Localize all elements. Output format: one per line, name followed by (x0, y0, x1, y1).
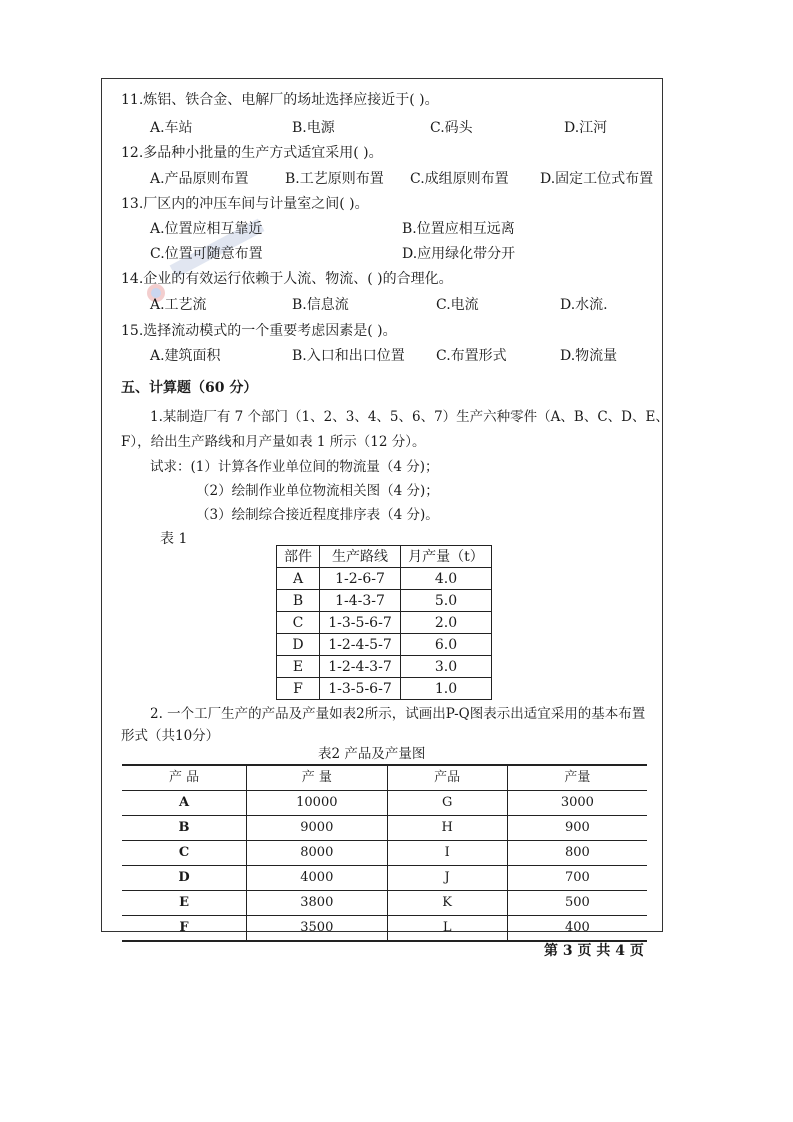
table-row (122, 916, 647, 942)
q15-option-b: B.入口和出口位置 (292, 348, 405, 364)
table1-cell: 1-2-6-7 (320, 568, 401, 590)
table1-header-row (277, 546, 492, 568)
table-row (277, 612, 492, 634)
table-2 (122, 764, 647, 942)
table1-cell: 6.0 (401, 634, 492, 656)
question-15-stem: 15.选择流动模式的一个重要考虑因素是( )。 (121, 323, 397, 339)
table2-cell: D (122, 866, 247, 891)
table2-cell: 8000 (247, 841, 387, 866)
table1-cell: B (277, 590, 320, 612)
q1-task-3: （3）绘制综合接近程度排序表（4 分)。 (196, 507, 439, 523)
table1-cell: A (277, 568, 320, 590)
table-row (122, 841, 647, 866)
table-1 (276, 545, 492, 700)
table1-header-route: 生产路线 (320, 546, 401, 568)
table1-cell: 1-3-5-6-7 (320, 612, 401, 634)
table2-cell: F (122, 916, 247, 942)
table1-cell: C (277, 612, 320, 634)
table2-cell: 4000 (247, 866, 387, 891)
table2-cell: K (387, 891, 507, 916)
q14-option-c: C.电流 (436, 297, 479, 313)
table2-cell: G (387, 791, 507, 816)
table-row (277, 634, 492, 656)
table2-header-output-2: 产量 (507, 765, 647, 791)
table2-cell: 3000 (507, 791, 647, 816)
q13-option-a: A.位置应相互靠近 (150, 221, 263, 237)
table-row (277, 568, 492, 590)
q11-option-a: A.车站 (150, 120, 193, 136)
table-row (122, 816, 647, 841)
table1-cell: D (277, 634, 320, 656)
table2-cell: J (387, 866, 507, 891)
table2-cell: 400 (507, 916, 647, 942)
table2-header-product-2: 产品 (387, 765, 507, 791)
q1-task-1: 试求：(1）计算各作业单位间的物流量（4 分)； (150, 459, 439, 475)
table2-cell: 3500 (247, 916, 387, 942)
q12-option-c: C.成组原则布置 (410, 171, 509, 187)
q2-text-line1: 2. 一个工厂生产的产品及产量如表2所示，试画出P-Q图表示出适宜采用的基本布置 (150, 706, 646, 722)
table1-cell: 1.0 (401, 678, 492, 700)
q1-text-line1: 1.某制造厂有 7 个部门（1、2、3、4、5、6、7）生产六种零件（A、B、C、D、E、 (150, 409, 669, 425)
q13-option-b: B.位置应相互远离 (402, 221, 515, 237)
table1-cell: 4.0 (401, 568, 492, 590)
table-row (277, 590, 492, 612)
q2-text-line2: 形式（共10分） (121, 728, 220, 744)
table-row (277, 656, 492, 678)
table2-cell: C (122, 841, 247, 866)
table2-cell: A (122, 791, 247, 816)
q1-task-2: （2）绘制作业单位物流相关图（4 分)； (196, 483, 439, 499)
question-13-stem: 13.厂区内的冲压车间与计量室之间( )。 (121, 196, 369, 212)
q13-option-c: C.位置可随意布置 (150, 246, 263, 262)
table2-cell: L (387, 916, 507, 942)
table2-header-output: 产 量 (247, 765, 387, 791)
table1-cell: 1-4-3-7 (320, 590, 401, 612)
table1-cell: 5.0 (401, 590, 492, 612)
q14-option-a: A.工艺流 (150, 297, 207, 313)
question-12-stem: 12.多品种小批量的生产方式适宜采用( )。 (121, 145, 383, 161)
q1-text-line2: F），给出生产路线和月产量如表 1 所示（12 分）。 (121, 434, 426, 450)
table1-cell: 1-2-4-5-7 (320, 634, 401, 656)
q11-option-d: D.江河 (564, 120, 608, 136)
table2-cell: 900 (507, 816, 647, 841)
table1-cell: F (277, 678, 320, 700)
table2-cell: E (122, 891, 247, 916)
q13-option-d: D.应用绿化带分开 (402, 246, 516, 262)
table1-header-part: 部件 (277, 546, 320, 568)
table2-cell: H (387, 816, 507, 841)
table1-cell: 1-2-4-3-7 (320, 656, 401, 678)
table1-cell: 3.0 (401, 656, 492, 678)
table-row (122, 791, 647, 816)
table2-cell: 10000 (247, 791, 387, 816)
q14-option-d: D.水流. (560, 297, 608, 313)
table2-cell: 3800 (247, 891, 387, 916)
table2-header-product: 产 品 (122, 765, 247, 791)
q12-option-a: A.产品原则布置 (150, 171, 249, 187)
table-row (122, 866, 647, 891)
q12-option-b: B.工艺原则布置 (285, 171, 384, 187)
table2-header-row (122, 765, 647, 791)
q12-option-d: D.固定工位式布置 (540, 171, 654, 187)
q15-option-d: D.物流量 (560, 348, 618, 364)
table1-cell: 2.0 (401, 612, 492, 634)
table-row (277, 678, 492, 700)
table2-cell: I (387, 841, 507, 866)
table2-cell: 9000 (247, 816, 387, 841)
q15-option-a: A.建筑面积 (150, 348, 221, 364)
table2-cell: 800 (507, 841, 647, 866)
table2-cell: B (122, 816, 247, 841)
table-row (122, 891, 647, 916)
q15-option-c: C.布置形式 (436, 348, 507, 364)
section-title: 五、计算题（60 分） (121, 380, 258, 396)
question-14-stem: 14.企业的有效运行依赖于人流、物流、( )的合理化。 (121, 271, 453, 287)
table1-header-output: 月产量（t） (401, 546, 492, 568)
q11-option-b: B.电源 (292, 120, 335, 136)
q14-option-b: B.信息流 (292, 297, 349, 313)
table1-label: 表 1 (160, 531, 188, 547)
table2-cell: 700 (507, 866, 647, 891)
table2-caption: 表2 产品及产量图 (318, 746, 426, 762)
table2-cell: 500 (507, 891, 647, 916)
table1-cell: E (277, 656, 320, 678)
question-11-stem: 11.炼铝、铁合金、电解厂的场址选择应接近于( )。 (121, 92, 439, 108)
q11-option-c: C.码头 (430, 120, 473, 136)
table1-cell: 1-3-5-6-7 (320, 678, 401, 700)
page-footer: 第 3 页 共 4 页 (544, 943, 644, 959)
